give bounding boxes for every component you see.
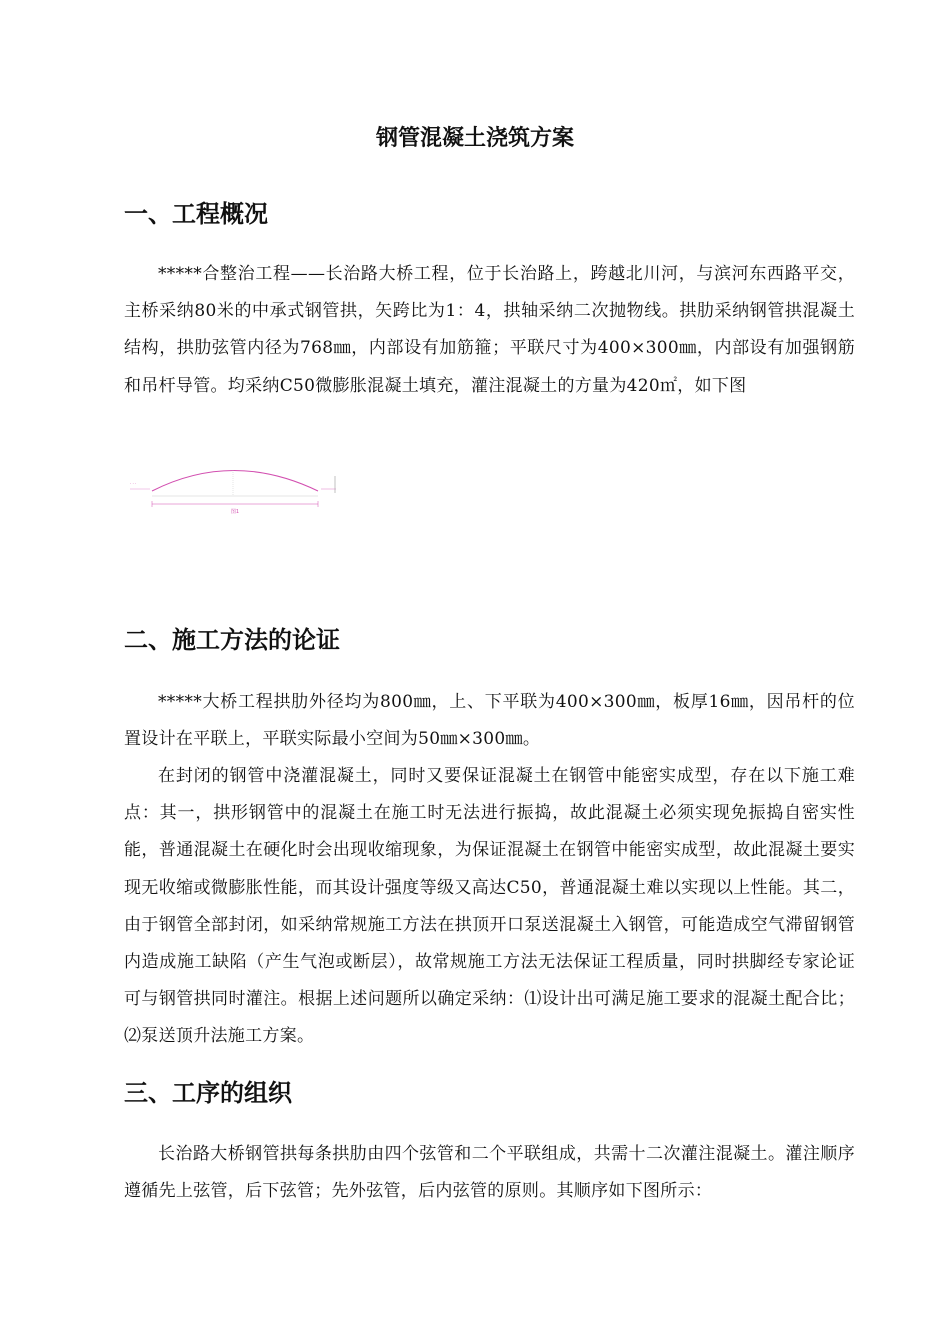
arch-diagram (128, 460, 343, 518)
document-title: 钢管混凝土浇筑方案 (375, 126, 574, 151)
method-paragraph-1: *****大桥工程拱肋外径均为800㎜，上、下平联为400×300㎜，板厚16㎜，因吊杆的位置设计在平联上，平联实际最小空间为50㎜×300㎜。 (124, 692, 855, 750)
process-paragraph: 长治路大桥钢管拱每条拱肋由四个弦管和二个平联组成，共需十二次灌注混凝土。灌注顺序遵循先上弦管，后下弦管；先外弦管，后内弦管的原则。其顺序如下图所示： (124, 1144, 855, 1202)
section-heading-process: 三、工序的组织 (124, 1079, 292, 1107)
left-support-label: · · · (130, 481, 137, 486)
overview-paragraph: *****合整治工程——长治路大桥工程，位于长治路上，跨越北川河，与滨河东西路平交，主桥采纳80米的中承式钢管拱，矢跨比为1：4，拱轴采纳二次抛物线。拱肋采纳钢管拱混凝土结构，拱肋弦管内径为768㎜，内部设有加筋箍；平联尺寸为400×300㎜，内部设有加强钢筋和吊杆导管。均采纳C50微膨胀混凝土填充，灌注混凝土的方量为420㎡，如下图 (124, 264, 855, 396)
arch-curve (152, 471, 318, 492)
method-paragraph-2: 在封闭的钢管中浇灌混凝土，同时又要保证混凝土在钢管中能密实成型，存在以下施工难点：其一，拱形钢管中的混凝土在施工时无法进行振捣，故此混凝土必须实现免振捣自密实性能，普通混凝土在硬化时会出现收缩现象，为保证混凝土在钢管中能密实成型，故此混凝土要实现无收缩或微膨胀性能，而其设计强度等级又高达C50，普通混凝土难以实现以上性能。其二，由于钢管全部封闭，如采纳常规施工方法在拱顶开口泵送混凝土入钢管，可能造成空气滞留钢管内造成施工缺陷（产生气泡或断层），故常规施工方法无法保证工程质量，同时拱脚经专家论证可与钢管拱同时灌注。根据上述问题所以确定采纳：⑴设计出可满足施工要求的混凝土配合比；⑵泵送顶升法施工方案。 (124, 766, 855, 1047)
section-heading-overview: 一、工程概况 (124, 200, 268, 228)
section-heading-method: 二、施工方法的论证 (124, 626, 340, 654)
figure-label: 图1 (230, 509, 240, 515)
